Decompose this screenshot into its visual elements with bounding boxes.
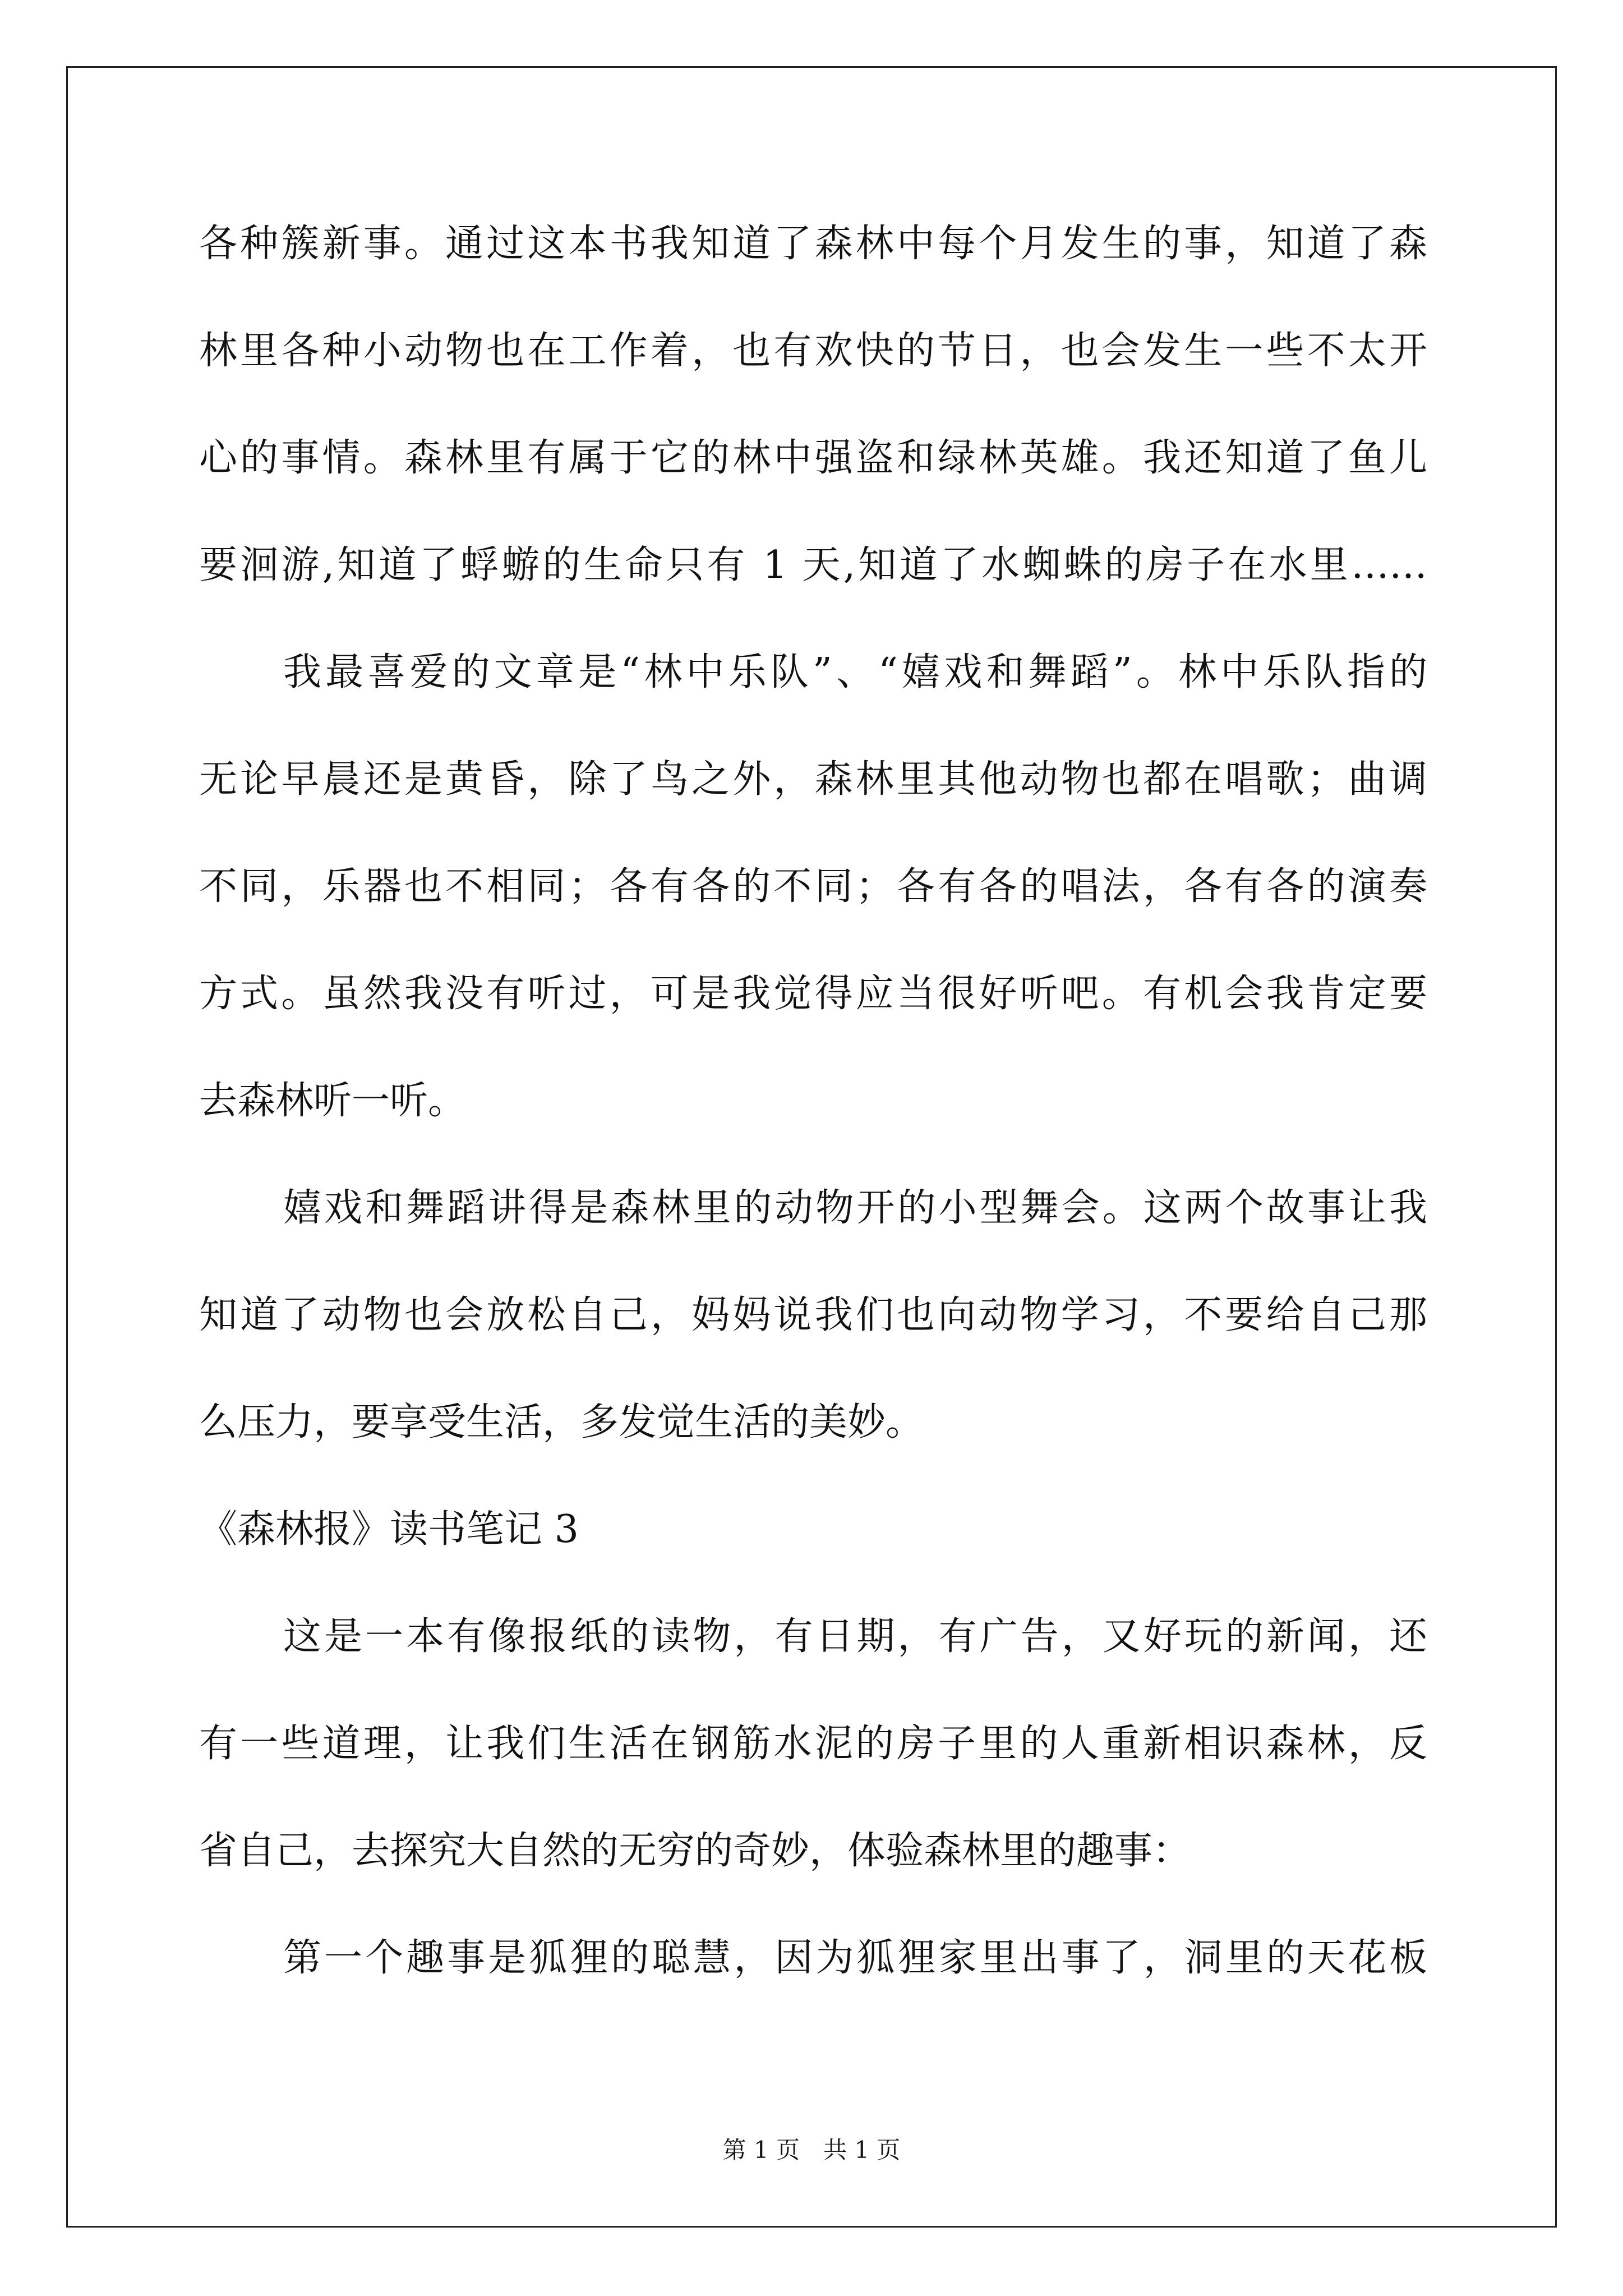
text-line-8: 方式。虽然我没有听过，可是我觉得应当很好听吧。有机会我肯定要 (199, 972, 1427, 1016)
text-line-7: 不同，乐器也不相同；各有各的不同；各有各的唱法，各有各的演奏 (199, 864, 1427, 909)
text-line-12: 么压力，要享受生活，多发觉生活的美妙。 (199, 1400, 924, 1444)
text-line-14: 这是一本有像报纸的读物，有日期，有广告，又好玩的新闻，还 (283, 1614, 1427, 1659)
text-line-4: 要洄游,知道了蜉蝣的生命只有 1 天,知道了水蜘蛛的房子在水里…… (199, 543, 1427, 587)
document-body (199, 216, 1427, 2037)
text-line-16: 省自己，去探究大自然的无穷的奇妙，体验森林里的趣事： (199, 1829, 1191, 1873)
text-line-2: 林里各种小动物也在工作着，也有欢快的节日，也会发生一些不太开 (199, 329, 1427, 373)
page-number-footer: 第 1 页 共 1 页 (722, 2136, 901, 2164)
text-line-11: 知道了动物也会放松自己，妈妈说我们也向动物学习，不要给自己那 (199, 1293, 1427, 1337)
text-line-9: 去森林听一听。 (199, 1079, 467, 1123)
text-line-17: 第一个趣事是狐狸的聪慧，因为狐狸家里出事了，洞里的天花板 (283, 1936, 1427, 1980)
section-heading: 《森林报》读书笔记 3 (199, 1507, 579, 1552)
text-line-3: 心的事情。森林里有属于它的林中强盗和绿林英雄。我还知道了鱼儿 (199, 436, 1427, 480)
text-line-1: 各种簇新事。通过这本书我知道了森林中每个月发生的事，知道了森 (199, 222, 1427, 266)
text-line-10: 嬉戏和舞蹈讲得是森林里的动物开的小型舞会。这两个故事让我 (283, 1186, 1427, 1230)
text-line-6: 无论早晨还是黄昏，除了鸟之外，森林里其他动物也都在唱歌；曲调 (199, 757, 1427, 802)
text-line-15: 有一些道理，让我们生活在钢筋水泥的房子里的人重新相识森林，反 (199, 1722, 1427, 1766)
text-line-5: 我最喜爱的文章是“林中乐队”、“嬉戏和舞蹈”。林中乐队指的 (283, 650, 1427, 694)
